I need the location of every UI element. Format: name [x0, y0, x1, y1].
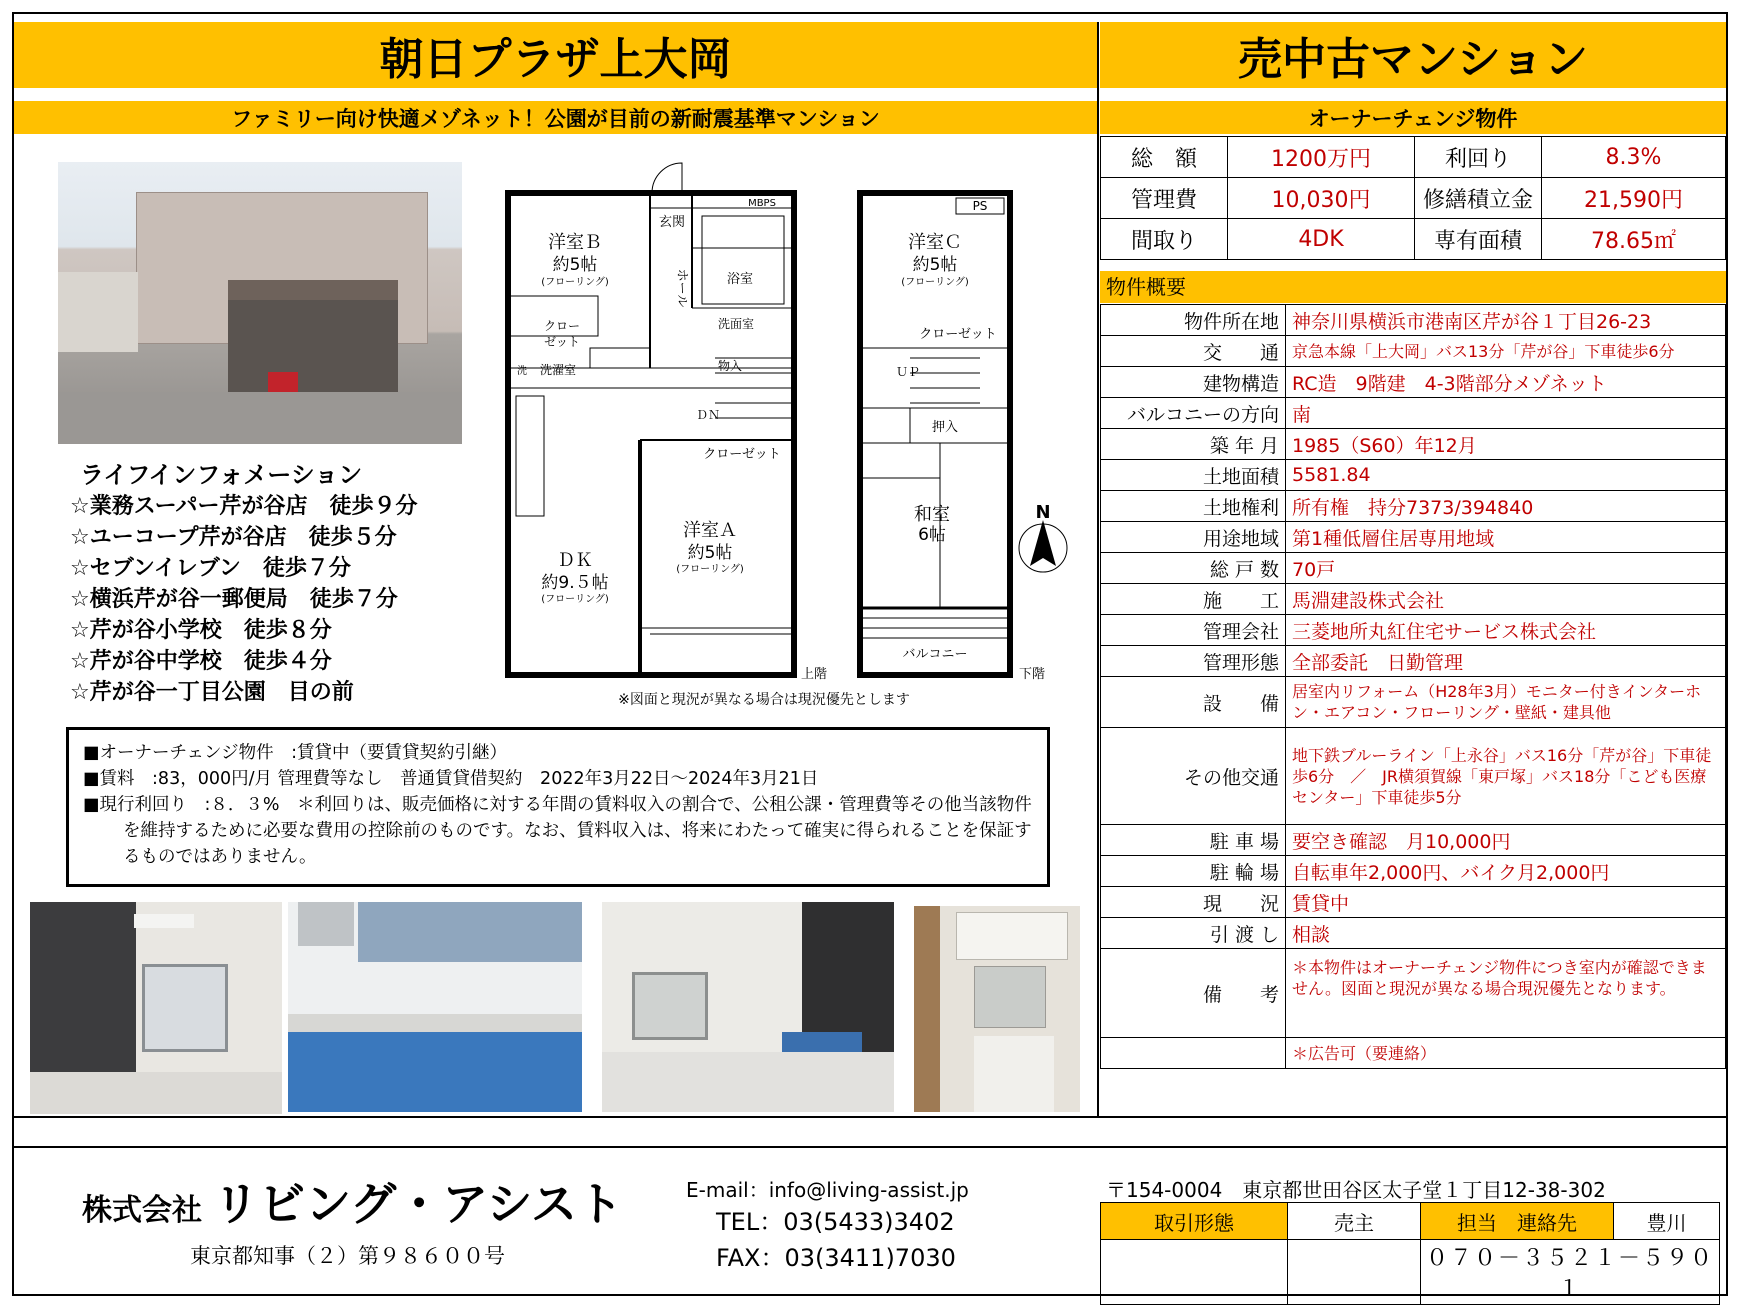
area-label: 専有面積	[1415, 219, 1542, 260]
life-info-item: ☆芹が谷小学校 徒歩８分	[70, 618, 332, 643]
overview-row-value: 南	[1286, 398, 1726, 429]
equipment-value: 居室内リフォーム（H28年3月）モニター付きインターホン・エアコン・フローリング・壁紙・建具他	[1286, 677, 1726, 728]
overview-row-label: 駐 車 場	[1101, 825, 1286, 856]
category-bar	[1100, 22, 1726, 88]
deal-type-empty	[1101, 1240, 1288, 1305]
dk-floor: (フローリング)	[541, 594, 609, 605]
room-a-label: 洋室Ａ	[683, 520, 737, 541]
overview-row-value: 神奈川県横浜市港南区芹が谷１丁目26-23	[1286, 305, 1726, 336]
overview-row-value: 三菱地所丸紅住宅サービス株式会社	[1286, 615, 1726, 646]
company-name-block	[82, 1168, 623, 1234]
property-title: 朝日プラザ上大岡	[379, 34, 732, 85]
company-tel: TEL：03(5433)3402	[716, 1208, 955, 1236]
note-line-2: ■賃料 :83，000円/月 管理費等なし 普通賃貸借契約 2022年3月22日～2024年3月21日	[83, 769, 819, 789]
washitsu-size: 6帖	[918, 525, 946, 545]
overview-row-value: 70戸	[1286, 553, 1726, 584]
rental-notes-box	[66, 727, 1050, 887]
lower-floor-label: 下階	[1018, 667, 1046, 682]
other-transport-label: その他交通	[1101, 728, 1286, 825]
life-info-item: ☆ユーコープ芹が谷店 徒歩５分	[70, 525, 397, 550]
ps-label: PS	[972, 199, 988, 213]
dn-label: ＤＮ	[695, 408, 721, 422]
overview-row-label: 交 通	[1101, 336, 1286, 367]
category-label: 売中古マンション	[1237, 34, 1589, 85]
floorplan-note: ※図面と現況が異なる場合は現況優先とします	[618, 692, 910, 708]
life-info-item: ☆芹が谷中学校 徒歩４分	[70, 649, 332, 674]
company-email: E-mail：info@living-assist.jp	[686, 1178, 969, 1202]
overview-row-value: 5581.84	[1286, 460, 1726, 491]
closet-label-c: クローゼット	[919, 327, 997, 342]
overview-row-label: バルコニーの方向	[1101, 398, 1286, 429]
company-license: 東京都知事（２）第９８６００号	[190, 1244, 505, 1268]
company-name: リビング・アシスト	[213, 1177, 623, 1231]
total-label: 総 額	[1101, 137, 1228, 178]
north-label: N	[1035, 502, 1051, 523]
washitsu-label: 和室	[914, 504, 950, 525]
note-line-1: ■オーナーチェンジ物件 :賃貸中（要賃貸契約引継）	[83, 743, 507, 763]
overview-row-label: 築 年 月	[1101, 429, 1286, 460]
layout-value: 4DK	[1228, 219, 1415, 260]
remarks-value: ＊本物件はオーナーチェンジ物件につき室内が確認できません。図面と現況が異なる場合現況優先となります。	[1286, 949, 1726, 1038]
subtitle-bar	[14, 101, 1097, 134]
laundry-label: 洗濯室	[539, 363, 577, 377]
hall-label: ホール	[674, 268, 689, 308]
life-info-item: ☆横浜芹が谷一郵便局 徒歩７分	[70, 587, 398, 612]
bath-label: 浴室	[726, 272, 754, 287]
contact-label: 担当 連絡先	[1421, 1203, 1614, 1240]
life-info-item: ☆業務スーパー芹が谷店 徒歩９分	[70, 494, 418, 519]
deal-type-label: 取引形態	[1101, 1203, 1288, 1240]
overview-row-value: 賃貸中	[1286, 887, 1726, 918]
room-c-size: 約5帖	[912, 255, 958, 275]
room-c-label: 洋室Ｃ	[908, 232, 962, 253]
overview-row-value: 自転車年2,000円、バイク月2,000円	[1286, 856, 1726, 887]
life-info-item: ☆芹が谷一丁目公園 目の前	[70, 680, 354, 705]
dk-label: ＤＫ	[557, 550, 593, 571]
genkan-label: 玄関	[658, 215, 686, 230]
room-c-floor: (フローリング)	[901, 277, 969, 288]
interior-photo-kitchen	[288, 902, 582, 1112]
company-fax: FAX：03(3411)7030	[716, 1244, 956, 1272]
footer-separator-2	[12, 1146, 1728, 1148]
column-divider	[1097, 22, 1099, 1118]
total-value: 1200万円	[1228, 137, 1415, 178]
overview-row-label: 現 況	[1101, 887, 1286, 918]
yield-label: 利回り	[1415, 137, 1542, 178]
company-prefix: 株式会社	[82, 1193, 202, 1228]
closet-label-1: クロー	[543, 319, 581, 333]
overview-row-value: RC造 9階建 4-3階部分メゾネット	[1286, 367, 1726, 398]
yield-value: 8.3%	[1542, 137, 1726, 178]
deal-value-empty	[1288, 1240, 1421, 1305]
overview-row-value: 所有権 持分7373/394840	[1286, 491, 1726, 522]
owner-change-bar	[1100, 101, 1726, 134]
overview-row-value: 第1種低層住居専用地域	[1286, 522, 1726, 553]
overview-row-value: 要空き確認 月10,000円	[1286, 825, 1726, 856]
interior-photo-dining	[602, 902, 894, 1112]
life-information	[70, 460, 490, 708]
overview-row-label: 土地面積	[1101, 460, 1286, 491]
room-b-label: 洋室Ｂ	[548, 232, 602, 253]
mgmt-fee-value: 10,030円	[1228, 178, 1415, 219]
overview-row-label: 引 渡 し	[1101, 918, 1286, 949]
other-transport-value: 地下鉄ブルーライン「上永谷」バス16分「芹が谷」下車徒歩6分 ／ JR横須賀線「東戸塚」バス18分「こども医療センター」下車徒歩5分	[1286, 728, 1726, 825]
contact-phone: ０７０－３５２１－５９０１	[1421, 1240, 1720, 1305]
overview-row-label: 管理会社	[1101, 615, 1286, 646]
equipment-label: 設 備	[1101, 677, 1286, 728]
repair-fund-label: 修繕積立金	[1415, 178, 1542, 219]
overview-row-label: 土地権利	[1101, 491, 1286, 522]
overview-row-value: 馬淵建設株式会社	[1286, 584, 1726, 615]
overview-row-label: 物件所在地	[1101, 305, 1286, 336]
floor-plan	[500, 148, 1090, 718]
owner-change-label: オーナーチェンジ物件	[1308, 106, 1518, 131]
overview-row-value: 全部委託 日勤管理	[1286, 646, 1726, 677]
laundry-mark: 洗	[517, 366, 527, 377]
overview-row-label: 管理形態	[1101, 646, 1286, 677]
room-b-size: 約5帖	[552, 255, 598, 275]
area-value: 78.65㎡	[1542, 219, 1726, 260]
property-title-bar	[14, 22, 1097, 88]
dk-size: 約9.５帖	[541, 573, 609, 593]
layout-label: 間取り	[1101, 219, 1228, 260]
property-overview-table	[1100, 304, 1726, 1069]
remarks-label: 備 考	[1101, 949, 1286, 1038]
interior-photo-washroom	[914, 906, 1080, 1112]
price-summary-table	[1100, 136, 1726, 260]
room-b-floor: (フローリング)	[541, 277, 609, 288]
oshiire-label: 押入	[931, 420, 959, 435]
storage-label: 物入	[717, 359, 743, 373]
overview-title-bar	[1100, 271, 1726, 303]
building-exterior-photo	[58, 162, 462, 444]
mbps-label: MBPS	[748, 198, 776, 209]
room-a-size: 約5帖	[687, 543, 733, 563]
up-label: ＵＰ	[895, 365, 921, 379]
overview-row-label: 用途地域	[1101, 522, 1286, 553]
room-a-floor: (フローリング)	[676, 564, 744, 575]
life-info-item: ☆セブンイレブン 徒歩７分	[70, 556, 351, 581]
overview-title: 物件概要	[1106, 275, 1186, 299]
overview-row-value: 京急本線「上大岡」バス13分「芹が谷」下車徒歩6分	[1286, 336, 1726, 367]
overview-row-label: 総 戸 数	[1101, 553, 1286, 584]
interior-photo-bedroom	[30, 902, 282, 1114]
overview-row-label: 施 工	[1101, 584, 1286, 615]
overview-row-label: 建物構造	[1101, 367, 1286, 398]
footer-separator	[12, 1116, 1728, 1118]
wash-label: 洗面室	[717, 317, 755, 331]
contact-table	[1100, 1202, 1720, 1305]
contact-name: 豊川	[1614, 1203, 1720, 1240]
life-info-title: ライフインフォメーション	[80, 461, 363, 489]
closet-label-a: クローゼット	[703, 447, 781, 462]
balcony-label: バルコニー	[902, 647, 968, 662]
company-address: 〒154-0004 東京都世田谷区太子堂１丁目12-38-302	[1106, 1178, 1606, 1202]
upper-floor-label: 上階	[800, 667, 828, 682]
repair-fund-value: 21,590円	[1542, 178, 1726, 219]
note-line-3: ■現行利回り :８．３% ＊利回りは、販売価格に対する年間の賃料収入の割合で、公租公課・管理費等その他当該物件を維持するために必要な費用の控除前のものです。なお、賃料収入は、将来にわたって確実に得られることを保証するものではありません。	[83, 795, 1032, 867]
remarks-value-2: ＊広告可（要連絡）	[1286, 1038, 1726, 1069]
closet-label-2: ゼット	[544, 335, 580, 349]
deal-type-value: 売主	[1288, 1203, 1421, 1240]
overview-row-value: 相談	[1286, 918, 1726, 949]
remarks-label-2	[1101, 1038, 1286, 1069]
mgmt-fee-label: 管理費	[1101, 178, 1228, 219]
overview-row-value: 1985（S60）年12月	[1286, 429, 1726, 460]
subtitle: ファミリー向け快適メゾネット！公園が目前の新耐震基準マンション	[231, 106, 880, 131]
overview-row-label: 駐 輪 場	[1101, 856, 1286, 887]
